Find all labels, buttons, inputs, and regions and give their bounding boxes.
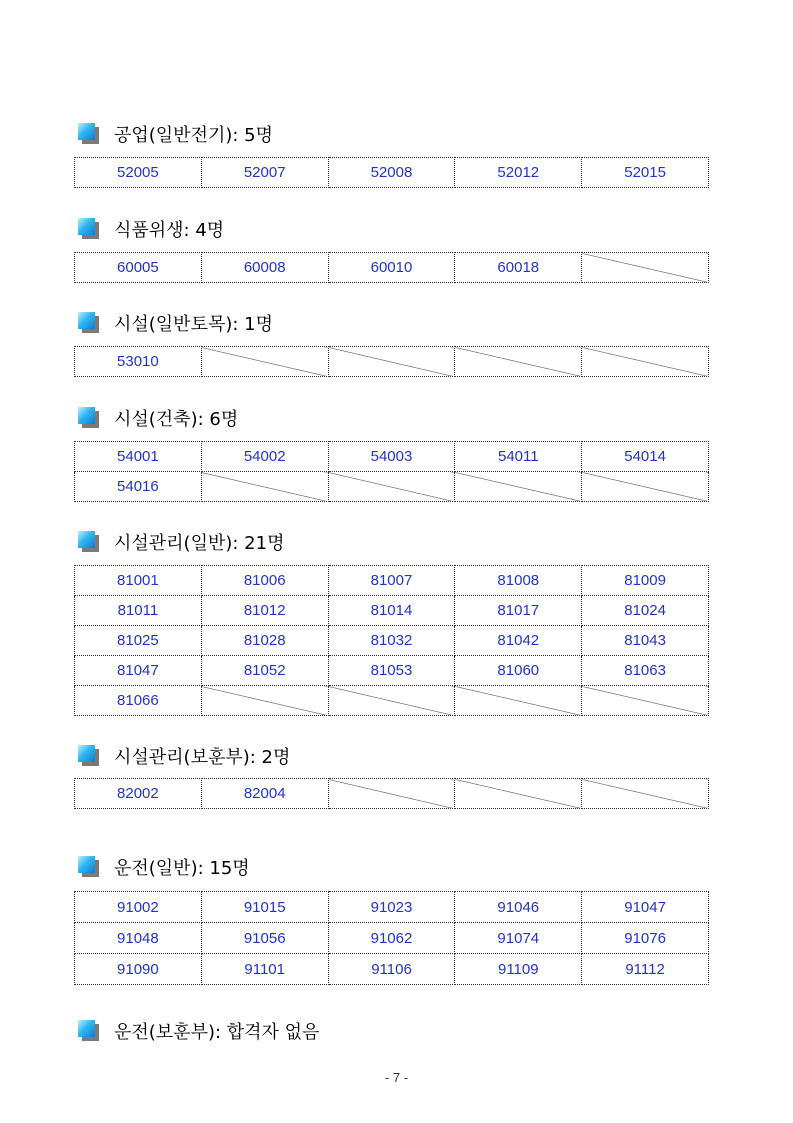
empty-cell: [328, 686, 455, 716]
candidate-number: 60018: [455, 253, 582, 283]
section-title: 운전(일반): 15명: [114, 858, 250, 879]
candidate-number: 81028: [201, 626, 328, 656]
candidate-number: 54003: [328, 442, 455, 472]
candidate-number: 91015: [201, 892, 328, 923]
section-heading: [78, 742, 290, 770]
table-row: [75, 158, 709, 188]
section-title: 시설(건축): 6명: [114, 409, 239, 430]
candidate-number: 91112: [582, 954, 709, 985]
section-heading: [78, 528, 284, 556]
candidate-number: 81011: [75, 596, 202, 626]
table-row: [75, 626, 709, 656]
candidate-number: 81053: [328, 656, 455, 686]
empty-cell: [201, 472, 328, 502]
candidate-number: 82004: [201, 779, 328, 809]
empty-cell: [582, 686, 709, 716]
candidate-number: 53010: [75, 347, 202, 377]
candidate-number: 91090: [75, 954, 202, 985]
table-row: [75, 596, 709, 626]
section-title: 운전(보훈부): 합격자 없음: [114, 1022, 320, 1043]
section-title: 공업(일반전기): 5명: [114, 125, 273, 146]
candidate-number: 54014: [582, 442, 709, 472]
table-row: [75, 923, 709, 954]
candidate-number: 54002: [201, 442, 328, 472]
section-heading: [78, 404, 238, 432]
table-row: [75, 472, 709, 502]
empty-cell: [201, 686, 328, 716]
blue-square-bullet-icon: [78, 407, 100, 429]
empty-cell: [455, 472, 582, 502]
candidate-number: 54016: [75, 472, 202, 502]
blue-square-bullet-icon: [78, 123, 100, 145]
table-row: [75, 347, 709, 377]
section-heading: [78, 120, 273, 148]
candidate-number-table: [74, 157, 709, 188]
candidate-number: 91109: [455, 954, 582, 985]
candidate-number: 91076: [582, 923, 709, 954]
empty-cell: [582, 472, 709, 502]
candidate-number: 91046: [455, 892, 582, 923]
table-row: [75, 954, 709, 985]
empty-cell: [455, 347, 582, 377]
blue-square-bullet-icon: [78, 1020, 100, 1042]
candidate-number: 81012: [201, 596, 328, 626]
candidate-number: 81024: [582, 596, 709, 626]
table-row: [75, 566, 709, 596]
empty-cell: [455, 779, 582, 809]
candidate-number: 91062: [328, 923, 455, 954]
candidate-number: 52005: [75, 158, 202, 188]
candidate-number: 91002: [75, 892, 202, 923]
candidate-number: 91074: [455, 923, 582, 954]
candidate-number: 81007: [328, 566, 455, 596]
candidate-number-table: [74, 565, 709, 716]
candidate-number: 81052: [201, 656, 328, 686]
candidate-number: 81008: [455, 566, 582, 596]
table-row: [75, 686, 709, 716]
blue-square-bullet-icon: [78, 218, 100, 240]
section-title: 시설(일반토목): 1명: [114, 314, 273, 335]
blue-square-bullet-icon: [78, 531, 100, 553]
table-row: [75, 442, 709, 472]
section-heading: [78, 853, 250, 881]
empty-cell: [582, 779, 709, 809]
table-row: [75, 779, 709, 809]
blue-square-bullet-icon: [78, 856, 100, 878]
candidate-number: 82002: [75, 779, 202, 809]
empty-cell: [582, 253, 709, 283]
table-row: [75, 253, 709, 283]
candidate-number-table: [74, 891, 709, 985]
candidate-number: 52008: [328, 158, 455, 188]
section-title: 시설관리(일반): 21명: [114, 533, 285, 554]
candidate-number: 91056: [201, 923, 328, 954]
table-row: [75, 656, 709, 686]
empty-cell: [582, 347, 709, 377]
candidate-number: 54001: [75, 442, 202, 472]
candidate-number: 91047: [582, 892, 709, 923]
candidate-number: 81047: [75, 656, 202, 686]
candidate-number-table: [74, 778, 709, 809]
candidate-number: 91101: [201, 954, 328, 985]
candidate-number: 81009: [582, 566, 709, 596]
candidate-number: 81060: [455, 656, 582, 686]
blue-square-bullet-icon: [78, 745, 100, 767]
candidate-number: 81043: [582, 626, 709, 656]
section-heading: [78, 1017, 319, 1045]
candidate-number: 81032: [328, 626, 455, 656]
candidate-number: 81017: [455, 596, 582, 626]
candidate-number-table: [74, 441, 709, 502]
candidate-number: 91023: [328, 892, 455, 923]
empty-cell: [328, 347, 455, 377]
candidate-number: 52012: [455, 158, 582, 188]
candidate-number: 81014: [328, 596, 455, 626]
empty-cell: [201, 347, 328, 377]
candidate-number: 52007: [201, 158, 328, 188]
candidate-number: 52015: [582, 158, 709, 188]
candidate-number: 81063: [582, 656, 709, 686]
candidate-number: 81001: [75, 566, 202, 596]
candidate-number-table: [74, 252, 709, 283]
empty-cell: [455, 686, 582, 716]
empty-cell: [328, 779, 455, 809]
candidate-number: 54011: [455, 442, 582, 472]
candidate-number: 60010: [328, 253, 455, 283]
candidate-number: 81025: [75, 626, 202, 656]
candidate-number: 60008: [201, 253, 328, 283]
section-heading: [78, 309, 273, 337]
section-heading: [78, 215, 224, 243]
candidate-number: 81066: [75, 686, 202, 716]
candidate-number: 81042: [455, 626, 582, 656]
candidate-number-table: [74, 346, 709, 377]
candidate-number: 91048: [75, 923, 202, 954]
candidate-number: 60005: [75, 253, 202, 283]
section-title: 식품위생: 4명: [114, 220, 225, 241]
table-row: [75, 892, 709, 923]
section-title: 시설관리(보훈부): 2명: [114, 747, 291, 768]
empty-cell: [328, 472, 455, 502]
blue-square-bullet-icon: [78, 312, 100, 334]
page-number: - 7 -: [384, 1070, 409, 1085]
candidate-number: 91106: [328, 954, 455, 985]
candidate-number: 81006: [201, 566, 328, 596]
